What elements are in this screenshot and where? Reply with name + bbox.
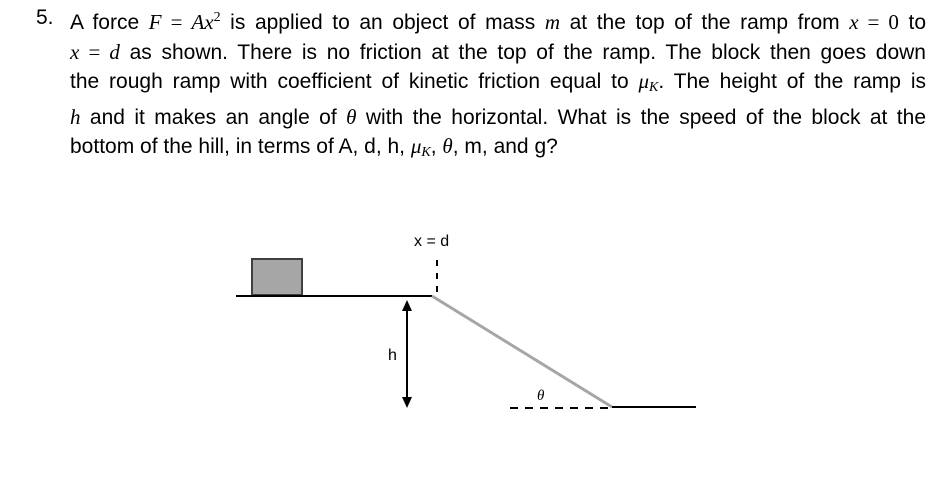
text-segment: . The height of the ramp is <box>658 70 926 93</box>
text-segment: is applied to an object of mass <box>220 11 545 34</box>
text-segment: the rough ramp with coefficient of kinetic friction equal to <box>70 70 639 93</box>
height-arrow-down-head <box>402 397 412 408</box>
math-variable-x: x <box>204 10 214 34</box>
label-height: h <box>388 347 397 364</box>
ramp-slope-line <box>432 296 612 407</box>
math-force-symbol: F <box>148 10 162 34</box>
text-segment: bottom of the hill, in terms of A, d, h, <box>70 135 411 158</box>
math-equals: = <box>161 10 192 34</box>
text-segment: at the top of the ramp from <box>560 11 850 34</box>
height-arrow-up-head <box>402 300 412 311</box>
math-height-h: h <box>70 104 81 129</box>
label-theta: θ <box>537 388 545 404</box>
math-theta-symbol: θ <box>346 104 357 129</box>
text-segment: as shown. There is no friction at the top of the ramp. The block then goes down <box>119 40 926 64</box>
math-distance-d: d <box>109 39 120 64</box>
math-constant-a: A <box>191 10 205 34</box>
math-variable-x: x <box>70 39 80 64</box>
math-mu-symbol: μ <box>410 134 422 158</box>
math-subscript-k: K <box>649 80 659 95</box>
text-segment: with the horizontal. What is the speed of the block at the <box>356 105 926 129</box>
math-mu-symbol: μ <box>638 69 650 93</box>
math-theta-symbol: θ <box>442 134 453 158</box>
text-segment: A force <box>70 11 149 34</box>
problem-number: 5. <box>36 6 54 29</box>
math-mass-symbol: m <box>544 10 561 34</box>
math-subscript-k: K <box>421 145 431 160</box>
math-variable-x: x <box>849 10 859 34</box>
text-segment: to <box>898 11 927 34</box>
text-segment: and it makes an angle of <box>80 105 347 129</box>
label-x-equals-d: x = d <box>414 233 450 250</box>
text-segment: , <box>430 135 443 158</box>
math-exponent: 2 <box>213 10 221 25</box>
text-segment: , m, and g? <box>452 135 558 158</box>
math-equals-zero: = 0 <box>858 10 899 34</box>
block <box>252 259 302 295</box>
math-equals: = <box>79 39 110 64</box>
